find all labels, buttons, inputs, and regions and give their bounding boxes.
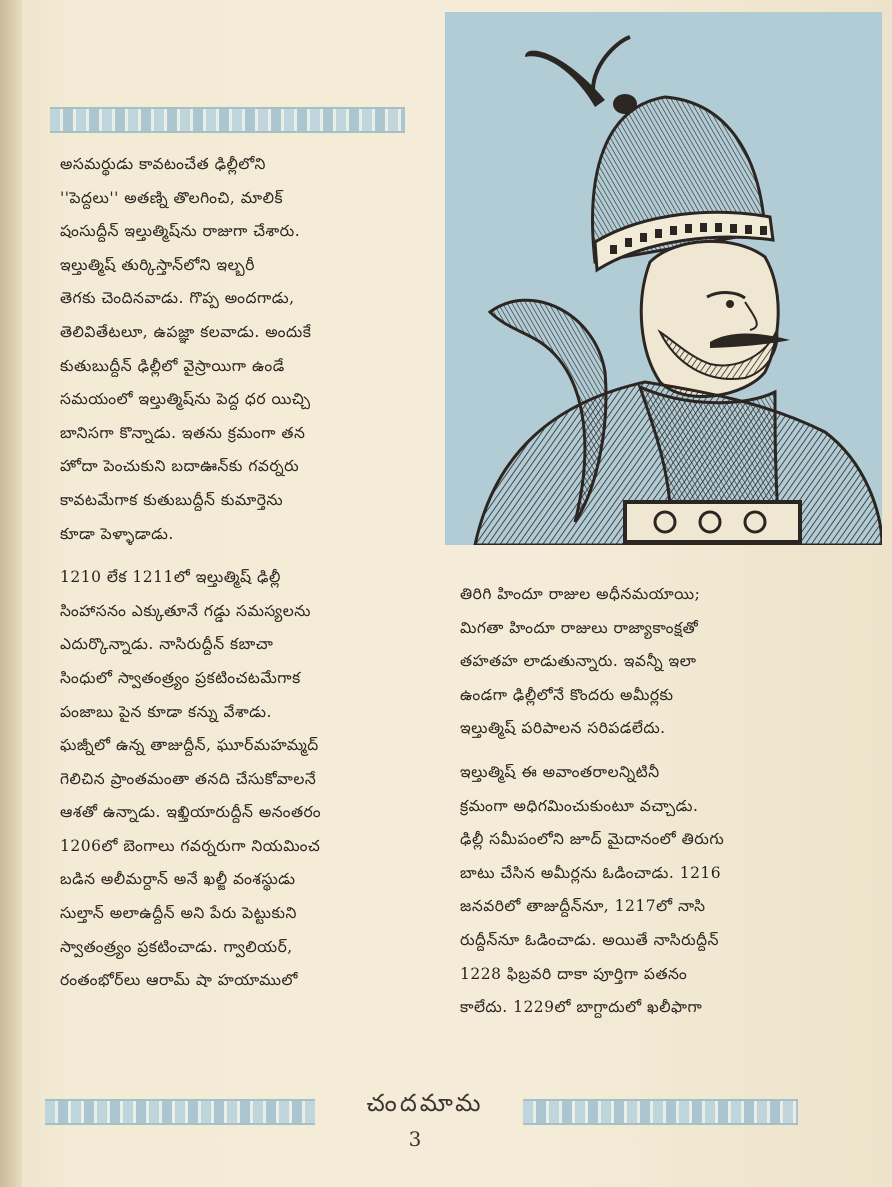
text-line: 1210 లేక 1211లో ఇల్తుత్మిష్ ఢిల్లీ xyxy=(60,568,281,587)
left-text-column xyxy=(60,148,440,998)
decorative-border-top xyxy=(50,107,405,133)
text-line: ఢిల్లీ సమీపంలోని జూద్ మైదానంలో తిరుగు xyxy=(460,830,725,849)
text-line: ఎదుర్కొన్నాడు. నాసిరుద్దీన్ కబాచా xyxy=(60,635,274,654)
text-line: ఉండగా ఢిల్లీలోనే కొందరు అమీర్లకు xyxy=(460,685,674,704)
magazine-title: చందమామ xyxy=(366,1089,484,1117)
text-line: బానిసగా కొన్నాడు. ఇతను క్రమంగా తన xyxy=(60,423,306,442)
text-line: తిరిగి హిందూ రాజుల అధీనమయాయి; xyxy=(460,585,701,603)
text-line: అసమర్థుడు కావటంచేత ఢిల్లీలోని xyxy=(60,155,266,173)
portrait-illustration xyxy=(445,12,882,545)
text-line: 1228 ఫిబ్రవరి దాకా పూర్తిగా పతనం xyxy=(460,964,688,983)
text-line: ఘజ్నీలో ఉన్న తాజుద్దీన్, ఘూర్‌మహమ్మద్ xyxy=(60,736,319,755)
text-line: సుల్తాన్ అలాఉద్దీన్ అని పేరు పెట్టుకుని xyxy=(60,904,297,923)
decorative-border-footer-right xyxy=(523,1099,798,1125)
text-line: రుద్దీన్‌నూ ఓడించాడు. అయితే నాసిరుద్దీన్ xyxy=(460,930,719,949)
text-line: కావటమేగాక కుతుబుద్దీన్ కుమార్తెను xyxy=(60,490,284,509)
text-line: ''పెద్దలు'' అతణ్ని తొలగించి, మాలిక్ xyxy=(60,188,284,207)
decorative-border-footer-left xyxy=(45,1099,315,1125)
page-number: 3 xyxy=(408,1127,422,1151)
binding-gutter xyxy=(0,0,22,1187)
text-line: సమయంలో ఇల్తుత్మిష్‌ను పెద్ద ధర యిచ్చి xyxy=(60,390,311,409)
sultan-portrait-drawing xyxy=(445,12,882,545)
text-line: ఇల్తుత్మిష్ తుర్కిస్తాన్‌లోని ఇల్బరీ xyxy=(60,255,255,274)
text-line: తహతహ లాడుతున్నారు. ఇవన్నీ ఇలా xyxy=(460,652,697,671)
text-line: హోదా పెంచుకుని బదాఊన్‌కు గవర్నరు xyxy=(60,457,300,476)
text-line: ఇల్తుత్మిష్ పరిపాలన సరిపడలేదు. xyxy=(460,719,666,738)
text-line: పంజాబు పైన కూడా కన్ను వేశాడు. xyxy=(60,702,272,721)
text-line: ఆశతో ఉన్నాడు. ఇఖ్తియారుద్దీన్ అనంతరం xyxy=(60,803,322,822)
text-line: కూడా పెళ్ళాడాడు. xyxy=(60,524,174,543)
paragraph-gap xyxy=(60,551,440,561)
text-line: కాలేదు. 1229లో బాగ్దాదులో ఖలీఫాగా xyxy=(460,998,703,1017)
text-line: తెలివితేటలూ, ఉపజ్ఞా కలవాడు. అందుకే xyxy=(60,322,312,341)
text-line: మిగతా హిందూ రాజులు రాజ్యాకాంక్షతో xyxy=(460,618,699,637)
text-line: క్రమంగా అధిగమించుకుంటూ వచ్చాడు. xyxy=(460,796,699,815)
text-line: గెలిచిన ప్రాంతమంతా తనది చేసుకోవాలనే xyxy=(60,769,317,788)
text-line: బడిన అలీమర్దాన్ అనే ఖల్జీ వంశస్థుడు xyxy=(60,870,296,889)
right-text-column xyxy=(460,578,870,1025)
text-line: బాటు చేసిన అమీర్లను ఓడించాడు. 1216 xyxy=(460,863,722,882)
text-line: కుతుబుద్దీన్ ఢిల్లీలో వైస్రాయిగా ఉండే xyxy=(60,356,285,375)
text-line: షంసుద్దీన్ ఇల్తుత్మిష్‌ను రాజుగా చేశారు. xyxy=(60,222,301,241)
text-line: జనవరిలో తాజుద్దీన్‌నూ, 1217లో నాసి xyxy=(460,897,706,916)
text-line: సింధులో స్వాతంత్ర్యం ప్రకటించటమేగాక xyxy=(60,668,301,687)
text-line: ఇల్తుత్మిష్ ఈ అవాంతరాలన్నిటినీ xyxy=(460,762,660,781)
text-line: తెగకు చెందినవాడు. గొప్ప అందగాడు, xyxy=(60,289,295,308)
paragraph-gap xyxy=(460,746,870,756)
text-line: స్వాతంత్ర్యం ప్రకటించాడు. గ్వాలియర్, xyxy=(60,937,293,956)
text-line: 1206లో బెంగాలు గవర్నరుగా నియమించ xyxy=(60,836,321,855)
text-line: సింహాసనం ఎక్కుతూనే గడ్డు సమస్యలను xyxy=(60,601,311,620)
text-line: రంతంభోర్‌లు ఆరామ్ షా హయాములో xyxy=(60,971,298,990)
